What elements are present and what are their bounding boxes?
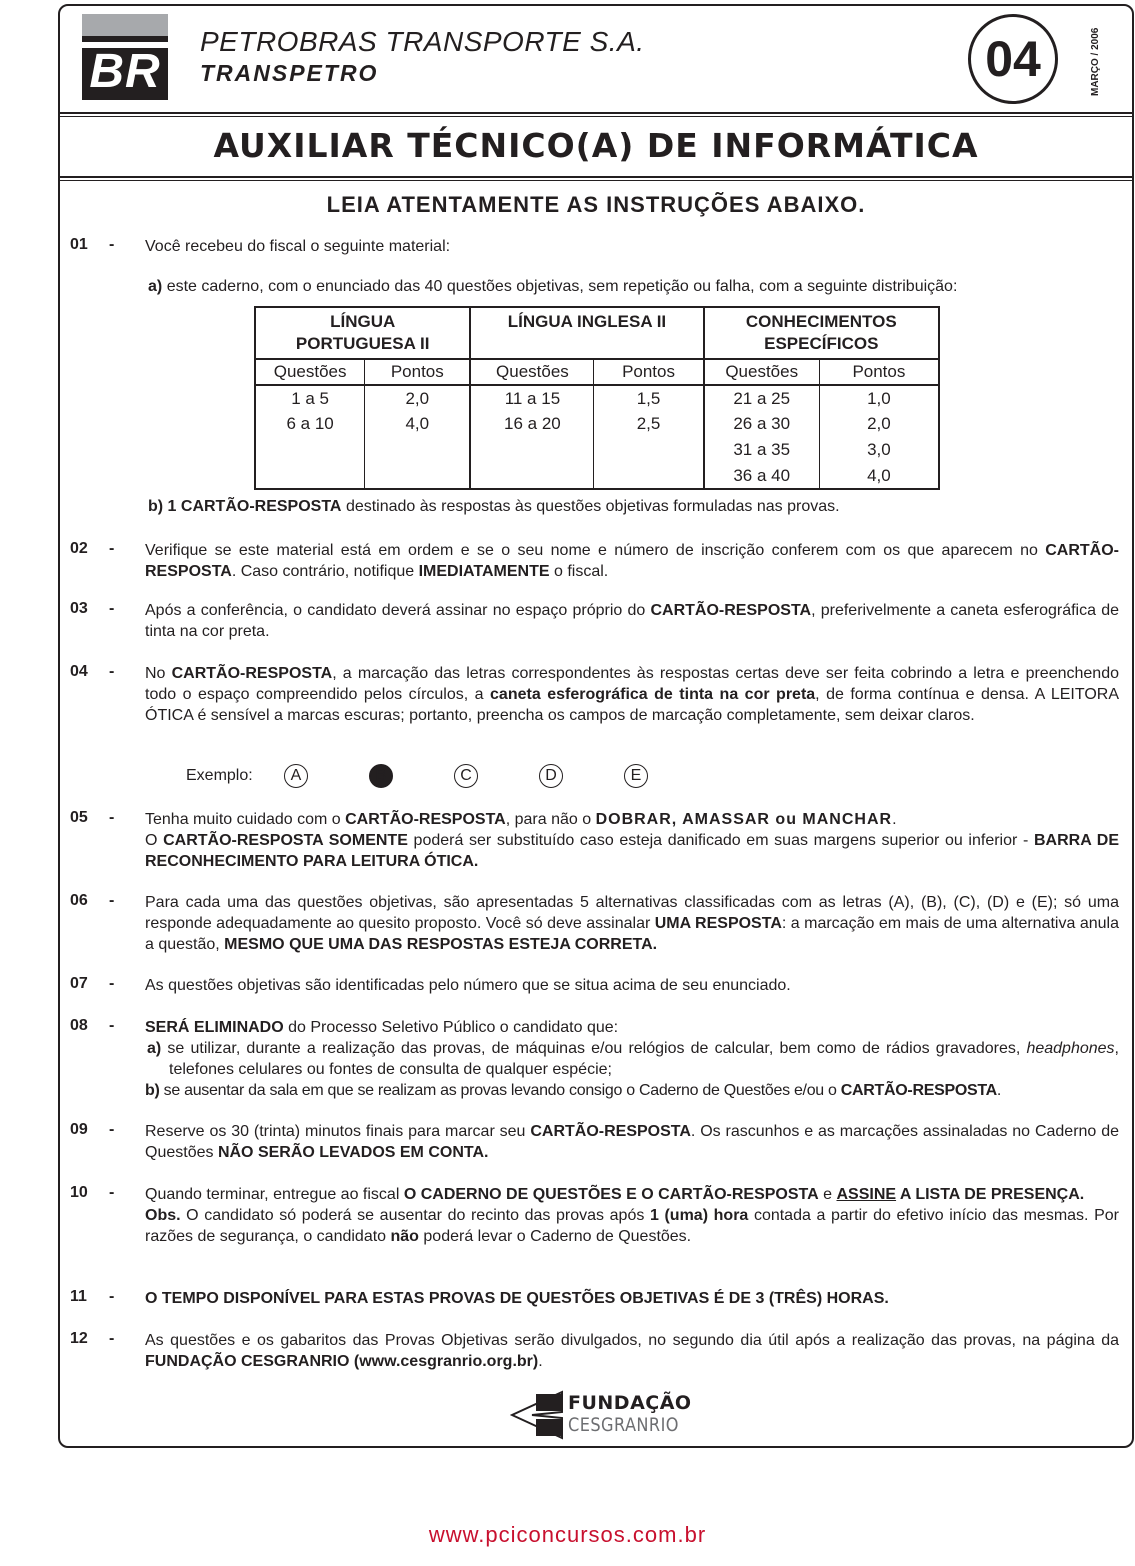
item-number: 12 [70,1330,88,1347]
exam-date: MARÇO / 2006 [1090,27,1101,96]
table-cell: 16 a 20 [470,411,594,437]
item-number: 10 [70,1184,88,1201]
table-cell: 2,0 [365,385,471,411]
item-dash: - [109,663,115,680]
title-divider-thin [60,180,1132,181]
item-03-text: Após a conferência, o candidato deverá assinar no espaço próprio do CARTÃO-RESPOSTA, preferivelmente a caneta esferográfica de tinta na cor preta. [145,602,1120,640]
item-10-text: Quando terminar, entregue ao fiscal O CADERNO DE QUESTÕES E O CARTÃO-RESPOSTA e ASSINE A LISTA DE PRESENÇA. Obs. O candidato só poderá se ausentar do recinto das provas após 1 (uma) hora contada a partir do efetivo início das mesmas. Por razões de segurança, o candidato não poderá levar o Caderno de Questões. [145,1186,1120,1245]
table-subheader: Questões [255,359,365,385]
table-cell: 1 a 5 [255,385,365,411]
table-cell [255,463,365,489]
example-bubble-a: A [284,764,308,788]
item-12-text: As questões e os gabaritos das Provas Objetivas serão divulgados, no segundo dia útil após a realização das provas, na página da FUNDAÇÃO CESGRANRIO (www.cesgranrio.org.br). [145,1332,1119,1370]
item-dash: - [109,1330,115,1347]
br-logo-text: BR [89,45,161,98]
table-cell: 4,0 [819,463,939,489]
item-08-text: SERÁ ELIMINADO do Processo Seletivo Público o candidato que: a) se utilizar, durante a realização das provas, de máquinas e/ou relógios de calcular, bem como de rádios gravadores, headphones, telefones celulares ou fontes de consulta de qualquer espécie; b) se ausentar da sala em que se realizam as provas levando consigo o Caderno de Questões e/ou o CARTÃO-RESPOSTA. [145,1019,1119,1099]
table-cell: 31 a 35 [704,437,820,463]
question-distribution-table [254,306,940,490]
item-01-a: a) este caderno, com o enunciado das 40 questões objetivas, sem repetição ou falha, com a seguinte distribuição: [148,278,958,295]
table-cell: 11 a 15 [470,385,594,411]
item-dash: - [109,540,115,557]
table-group-header: CONHECIMENTOS ESPECÍFICOS [704,307,939,359]
item-06-text: Para cada uma das questões objetivas, são apresentadas 5 alternativas classificadas com as letras (A), (B), (C), (D) e (E); só uma responde adequadamente ao quesito proposto. Você só deve assinalar UMA RESPOSTA: a marcação em mais de uma alternativa anula a questão, MESMO QUE UMA DAS RESPOSTAS ESTEJA CORRETA. [145,894,1119,953]
table-cell [594,463,704,489]
table-cell: 3,0 [819,437,939,463]
table-row [255,385,939,411]
table-cell [365,437,471,463]
exam-title: AUXILIAR TÉCNICO(A) DE INFORMÁTICA [213,126,979,165]
table-group-header: LÍNGUA INGLESA II [470,307,703,359]
item-05-text: Tenha muito cuidado com o CARTÃO-RESPOSTA, para não o DOBRAR, AMASSAR ou MANCHAR. O CARTÃO-RESPOSTA SOMENTE poderá ser substituído caso esteja danificado em suas margens superior ou inferior - BARRA DE RECONHECIMENTO PARA LEITURA ÓTICA. [145,811,1120,870]
cesgranrio-logo [510,1390,700,1440]
item-01-text: Você recebeu do fiscal o seguinte material: [145,238,451,255]
table-cell [470,463,594,489]
table-cell: 2,5 [594,411,704,437]
table-cell: 1,5 [594,385,704,411]
table-cell: 6 a 10 [255,411,365,437]
table-subheader: Pontos [819,359,939,385]
example-bubble-d: D [539,764,563,788]
item-dash: - [109,975,115,992]
table-subheader: Questões [470,359,594,385]
example-bubble-c: C [454,764,478,788]
item-number: 04 [70,663,88,680]
table-subheader: Pontos [365,359,471,385]
table-cell: 4,0 [365,411,471,437]
table-cell: 21 a 25 [704,385,820,411]
footer-url[interactable]: www.pciconcursos.com.br [428,1522,707,1547]
table-cell [255,437,365,463]
table-cell: 26 a 30 [704,411,820,437]
item-dash: - [109,1288,115,1305]
header-divider [60,112,1132,114]
table-row [255,437,939,463]
table-subheader: Pontos [594,359,704,385]
item-number: 03 [70,600,88,617]
item-07-text: As questões objetivas são identificadas pelo número que se situa acima de seu enunciado. [145,977,791,994]
instructions-heading: LEIA ATENTAMENTE AS INSTRUÇÕES ABAIXO. [326,192,866,217]
example-bubble-b-filled: B [369,764,393,788]
table-cell: 1,0 [819,385,939,411]
table-row [255,463,939,489]
item-dash: - [109,600,115,617]
item-number: 07 [70,975,88,992]
item-number: 01 [70,236,88,253]
item-number: 09 [70,1121,88,1138]
item-01-b: b) 1 CARTÃO-RESPOSTA destinado às respostas às questões objetivas formuladas nas provas. [148,498,840,515]
table-cell [594,437,704,463]
item-11-text: O TEMPO DISPONÍVEL PARA ESTAS PROVAS DE QUESTÕES OBJETIVAS É DE 3 (TRÊS) HORAS. [145,1290,889,1307]
table-subheader: Questões [704,359,820,385]
item-number: 02 [70,540,88,557]
table-row [255,411,939,437]
item-02-text: Verifique se este material está em ordem e se o seu nome e número de inscrição conferem com os que aparecem no CARTÃO-RESPOSTA. Caso contrário, notifique IMEDIATAMENTE o fiscal. [145,542,1119,580]
item-04-text: No CARTÃO-RESPOSTA, a marcação das letras correspondentes às respostas certas deve ser feita cobrindo a letra e preenchendo todo o espaço compreendido pelos círculos, a caneta esferográfica de tinta na cor preta, de forma contínua e densa. A LEITORA ÓTICA é sensível a marcas escuras; portanto, preencha os campos de marcação completamente, sem deixar claros. [145,665,1119,724]
exam-number-badge: 04 [968,14,1058,104]
example-bubble-e: E [624,764,648,788]
cesgranrio-logo-icon [510,1390,570,1440]
item-dash: - [109,236,115,253]
table-cell [470,437,594,463]
table-cell [365,463,471,489]
logo-line1: FUNDAÇÃO [568,1392,692,1414]
company-name: PETROBRAS TRANSPORTE S.A. [200,26,645,57]
br-logo [82,14,168,100]
header-divider-thin [60,116,1132,117]
logo-line2: CESGRANRIO [568,1414,679,1436]
item-number: 06 [70,892,88,909]
table-group-header: LÍNGUA PORTUGUESA II [255,307,470,359]
item-number: 05 [70,809,88,826]
item-dash: - [109,1121,115,1138]
example-label: Exemplo: [186,767,253,784]
table-body [255,385,939,489]
item-09-text: Reserve os 30 (trinta) minutos finais para marcar seu CARTÃO-RESPOSTA. Os rascunhos e as marcações assinaladas no Caderno de Questões NÃO SERÃO LEVADOS EM CONTA. [145,1123,1120,1161]
item-dash: - [109,892,115,909]
table-cell: 2,0 [819,411,939,437]
item-dash: - [109,1017,115,1034]
item-dash: - [109,1184,115,1201]
item-dash: - [109,809,115,826]
company-short-name: TRANSPETRO [200,60,379,86]
title-divider [60,176,1132,178]
item-number: 11 [70,1288,87,1305]
item-number: 08 [70,1017,88,1034]
table-cell: 36 a 40 [704,463,820,489]
